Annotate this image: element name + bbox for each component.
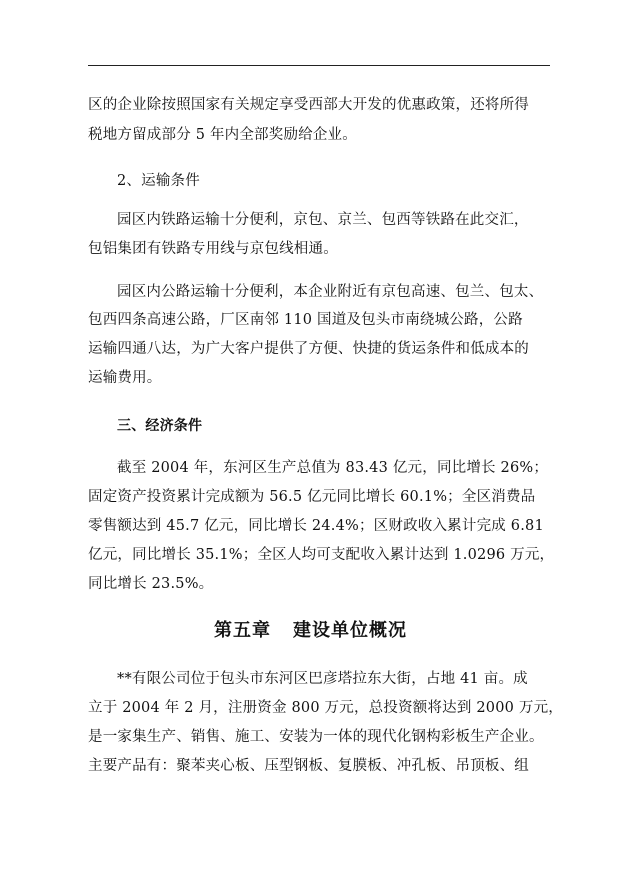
- chapter-number: 第五章: [214, 620, 271, 641]
- text-line: 区的企业除按照国家有关规定享受西部大开发的优惠政策，还将所得: [88, 97, 529, 113]
- chapter-heading: [0, 620, 621, 642]
- text-line: 包铝集团有铁路专用线与京包线相通。: [88, 241, 338, 257]
- text-line: 截至 2004 年，东河区生产总值为 83.43 亿元，同比增长 26%；: [117, 460, 549, 476]
- text-line: 是一家集生产、销售、施工、安装为一体的现代化钢构彩板生产企业。: [88, 729, 544, 745]
- chapter-title: 建设单位概况: [293, 620, 407, 641]
- section-heading-economy: 三、经济条件: [117, 418, 203, 434]
- text-line: 主要产品有：聚苯夹心板、压型钢板、复膜板、冲孔板、吊顶板、组: [88, 758, 529, 774]
- text-line: 运输费用。: [88, 370, 162, 386]
- text-line: 亿元，同比增长 35.1%；全区人均可支配收入累计达到 1.0296 万元，: [88, 547, 555, 563]
- text-line: 立于 2004 年 2 月，注册资金 800 万元，总投资额将达到 2000 万元，: [88, 700, 563, 716]
- text-line: 零售额达到 45.7 亿元，同比增长 24.4%；区财政收入累计完成 6.81: [88, 518, 544, 534]
- text-line: 运输四通八达，为广大客户提供了方便、快捷的货运条件和低成本的: [88, 341, 529, 357]
- text-line: 税地方留成部分 5 年内全部奖励给企业。: [88, 127, 357, 143]
- header-rule: [88, 65, 550, 66]
- text-line: 固定资产投资累计完成额为 56.5 亿元同比增长 60.1%；全区消费品: [88, 489, 536, 505]
- section-heading-transport: 2、运输条件: [117, 173, 200, 189]
- text-line: 同比增长 23.5%。: [88, 576, 214, 592]
- text-line: **有限公司位于包头市东河区巴彦塔拉东大街，占地 41 亩。成: [117, 671, 528, 687]
- text-line: 园区内公路运输十分便利，本企业附近有京包高速、包兰、包太、: [117, 284, 544, 300]
- text-line: 包西四条高速公路，厂区南邻 110 国道及包头市南绕城公路，公路: [88, 312, 523, 328]
- text-line: 园区内铁路运输十分便利，京包、京兰、包西等铁路在此交汇，: [117, 212, 529, 228]
